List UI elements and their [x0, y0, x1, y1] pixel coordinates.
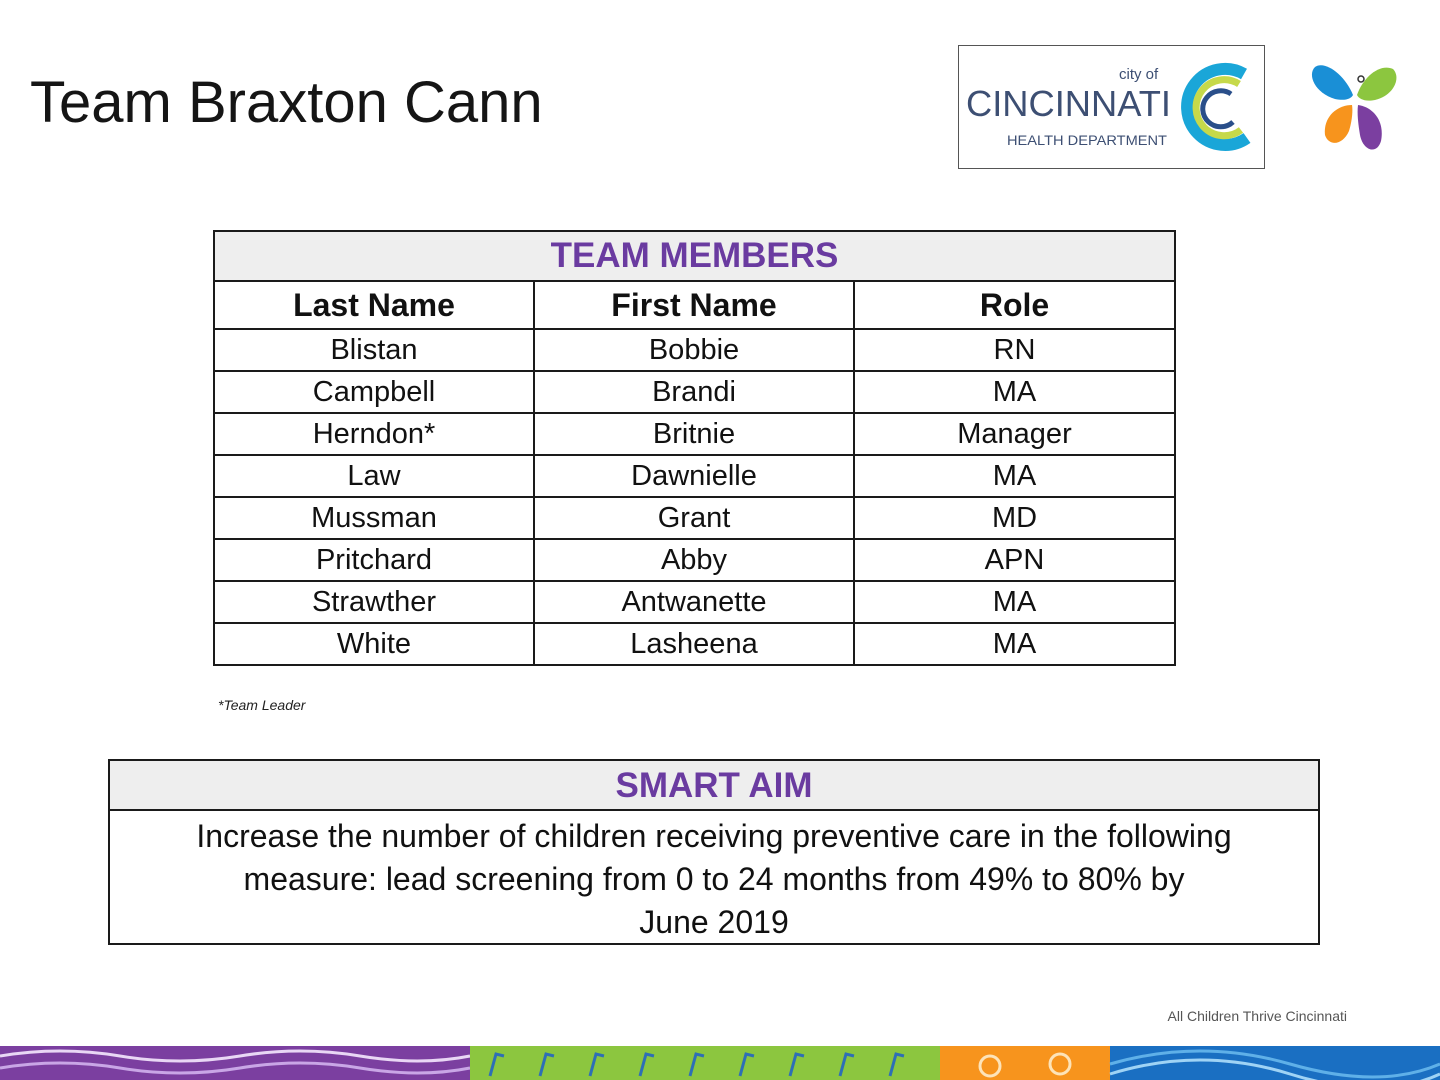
cell-first-name: Grant [534, 497, 854, 539]
cell-last-name: Mussman [214, 497, 534, 539]
butterfly-logo-icon [1305, 55, 1405, 165]
logo-city-of: city of [1119, 66, 1159, 83]
cell-first-name: Bobbie [534, 329, 854, 371]
smart-aim-text [110, 811, 1318, 944]
cell-role: MA [854, 581, 1175, 623]
table-row [214, 455, 1175, 497]
cell-role: MA [854, 455, 1175, 497]
cell-last-name: Law [214, 455, 534, 497]
cell-role: APN [854, 539, 1175, 581]
cell-role: MD [854, 497, 1175, 539]
logo-health-department: HEALTH DEPARTMENT [1007, 132, 1168, 148]
team-leader-footnote: *Team Leader [218, 697, 306, 713]
table-row [214, 539, 1175, 581]
table-row [214, 581, 1175, 623]
table-row [214, 497, 1175, 539]
cell-last-name: Pritchard [214, 539, 534, 581]
table-row [214, 623, 1175, 665]
cell-first-name: Brandi [534, 371, 854, 413]
cell-last-name: White [214, 623, 534, 665]
decorative-pattern-band [0, 1046, 1440, 1080]
cell-first-name: Abby [534, 539, 854, 581]
header-last-name: Last Name [214, 281, 534, 329]
cincinnati-health-logo [958, 45, 1265, 169]
table-row [214, 329, 1175, 371]
cell-last-name: Strawther [214, 581, 534, 623]
header-first-name: First Name [534, 281, 854, 329]
team-members-banner: TEAM MEMBERS [214, 231, 1175, 281]
header-role: Role [854, 281, 1175, 329]
team-members-table [213, 230, 1176, 666]
cell-last-name: Blistan [214, 329, 534, 371]
footer-credit: All Children Thrive Cincinnati [1167, 1008, 1347, 1024]
table-row [214, 371, 1175, 413]
cell-role: Manager [854, 413, 1175, 455]
cell-first-name: Britnie [534, 413, 854, 455]
cell-role: MA [854, 623, 1175, 665]
smart-aim-box [108, 759, 1320, 945]
cell-role: MA [854, 371, 1175, 413]
slide-title: Team Braxton Cann [30, 70, 543, 135]
swirl-c-icon [1187, 69, 1247, 145]
cell-first-name: Antwanette [534, 581, 854, 623]
cell-last-name: Campbell [214, 371, 534, 413]
cell-role: RN [854, 329, 1175, 371]
smart-aim-line: Increase the number of children receiving preventive care in the following [196, 818, 1232, 854]
cell-last-name: Herndon* [214, 413, 534, 455]
cell-first-name: Lasheena [534, 623, 854, 665]
smart-aim-line: June 2019 [639, 904, 789, 940]
logo-cincinnati: CINCINNATI [966, 83, 1171, 124]
smart-aim-heading: SMART AIM [110, 761, 1318, 811]
smart-aim-line: measure: lead screening from 0 to 24 months from 49% to 80% by [243, 861, 1185, 897]
cell-first-name: Dawnielle [534, 455, 854, 497]
table-row [214, 413, 1175, 455]
